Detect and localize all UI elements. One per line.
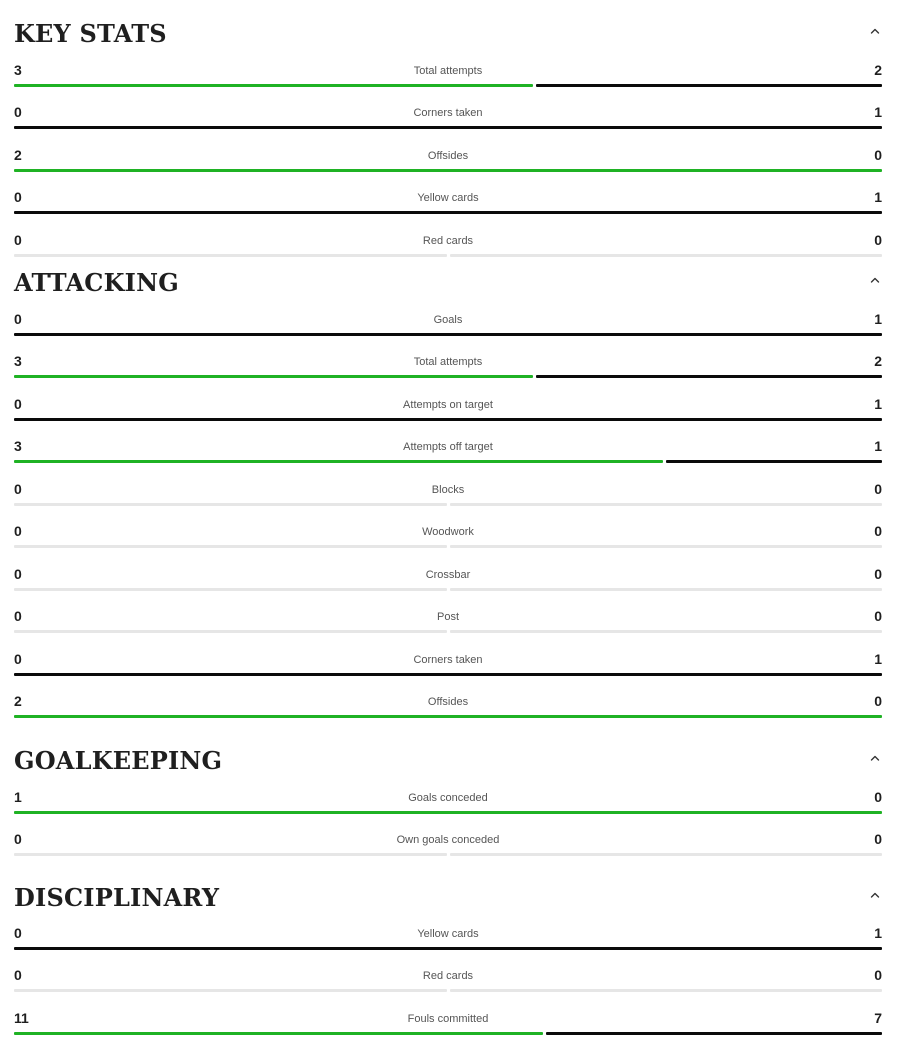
away-bar [536,375,882,378]
away-value: 2 [874,353,882,369]
away-value: 0 [874,232,882,248]
stat-row-yellow-cards [14,189,882,231]
stat-label: Total attempts [413,65,483,77]
stat-label: Yellow cards [417,928,479,940]
section-header[interactable] [14,745,882,785]
home-bar [14,84,533,87]
home-value: 0 [14,831,22,847]
away-bar [450,853,883,856]
stat-row-blocks [14,481,882,523]
home-value: 0 [14,608,22,624]
stat-label: Red cards [422,235,474,247]
stat-label: Goals conceded [408,792,488,804]
away-bar [14,947,882,950]
away-bar [14,211,882,214]
stat-label: Total attempts [413,356,483,368]
stat-label: Blocks [431,484,465,496]
home-value: 0 [14,566,22,582]
away-value: 0 [874,967,882,983]
home-bar [14,169,882,172]
away-value: 1 [874,104,882,120]
section-title: DISCIPLINARY [14,883,220,912]
away-value: 2 [874,62,882,78]
chevron-up-icon[interactable] [868,273,882,287]
stat-row-corners-taken [14,104,882,146]
home-bar [14,545,447,548]
stat-row-own-goals-conceded [14,831,882,873]
home-value: 0 [14,651,22,667]
away-value: 1 [874,396,882,412]
away-bar [450,254,883,257]
stat-row-total-attempts [14,353,882,395]
away-value: 0 [874,608,882,624]
home-value: 0 [14,967,22,983]
home-bar [14,460,663,463]
away-bar [450,588,883,591]
home-value: 0 [14,311,22,327]
away-value: 1 [874,438,882,454]
stat-label: Corners taken [413,654,483,666]
stat-row-fouls-committed [14,1010,882,1052]
stat-label: Fouls committed [407,1013,489,1025]
chevron-up-icon[interactable] [868,751,882,765]
home-value: 0 [14,232,22,248]
stat-row-woodwork [14,523,882,565]
away-value: 0 [874,523,882,539]
home-bar [14,254,447,257]
chevron-up-icon[interactable] [868,24,882,38]
section-header[interactable] [14,882,882,922]
home-bar [14,588,447,591]
away-bar [546,1032,882,1035]
away-value: 1 [874,311,882,327]
away-bar [450,545,883,548]
stat-label: Attempts on target [403,399,493,411]
chevron-up-icon[interactable] [868,888,882,902]
stat-row-crossbar [14,566,882,608]
away-value: 1 [874,189,882,205]
away-bar [14,126,882,129]
away-bar [536,84,882,87]
stat-row-offsides [14,693,882,735]
section-title: KEY STATS [14,19,167,48]
home-value: 0 [14,104,22,120]
stat-row-attempts-on-target [14,396,882,438]
home-value: 2 [14,147,22,163]
section-title: ATTACKING [14,268,179,297]
home-bar [14,503,447,506]
stat-label: Corners taken [413,107,483,119]
stat-row-attempts-off-target [14,438,882,480]
home-value: 2 [14,693,22,709]
home-value: 3 [14,62,22,78]
home-value: 3 [14,353,22,369]
away-value: 0 [874,147,882,163]
home-bar [14,630,447,633]
stat-label: Yellow cards [417,192,479,204]
stat-row-post [14,608,882,650]
stat-label: Red cards [422,970,474,982]
home-bar [14,811,882,814]
home-value: 11 [14,1010,29,1026]
stat-label: Attempts off target [403,441,493,453]
away-bar [14,673,882,676]
away-value: 7 [874,1010,882,1026]
stat-label: Woodwork [422,526,474,538]
stat-label: Crossbar [425,569,471,581]
stat-row-goals [14,311,882,353]
home-value: 0 [14,481,22,497]
away-bar [450,989,883,992]
home-bar [14,989,447,992]
away-bar [666,460,882,463]
stat-row-corners-taken [14,651,882,693]
away-value: 0 [874,566,882,582]
stat-label: Own goals conceded [396,834,500,846]
away-value: 1 [874,651,882,667]
away-bar [14,333,882,336]
section-header[interactable] [14,18,882,58]
stat-row-red-cards [14,967,882,1009]
home-bar [14,375,533,378]
home-value: 0 [14,396,22,412]
stat-label: Post [436,611,459,623]
away-value: 0 [874,831,882,847]
section-header[interactable] [14,267,882,307]
stat-row-offsides [14,147,882,189]
away-bar [14,418,882,421]
home-bar [14,1032,543,1035]
away-value: 0 [874,481,882,497]
home-bar [14,853,447,856]
away-value: 0 [874,693,882,709]
home-value: 1 [14,789,22,805]
section-title: GOALKEEPING [14,746,223,775]
home-value: 0 [14,523,22,539]
stat-row-yellow-cards [14,925,882,967]
away-value: 1 [874,925,882,941]
stat-label: Offsides [427,150,469,162]
stat-row-total-attempts [14,62,882,104]
home-value: 0 [14,925,22,941]
home-bar [14,715,882,718]
stat-label: Offsides [427,696,469,708]
away-value: 0 [874,789,882,805]
away-bar [450,503,883,506]
home-value: 3 [14,438,22,454]
away-bar [450,630,883,633]
home-value: 0 [14,189,22,205]
stat-label: Goals [433,314,463,326]
stat-row-goals-conceded [14,789,882,831]
